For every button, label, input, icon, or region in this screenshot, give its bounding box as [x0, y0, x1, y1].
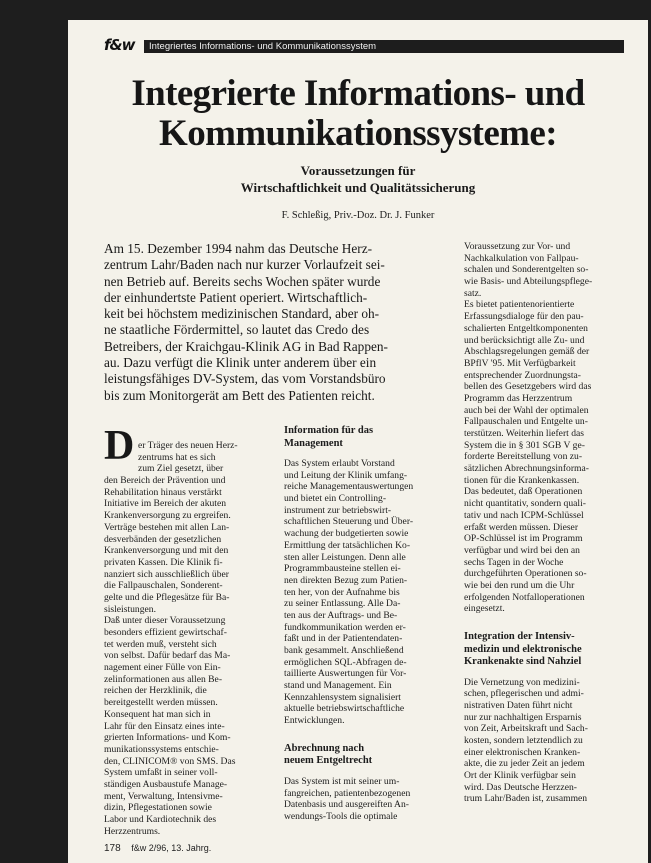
column-heading: Integration der Intensiv- — [464, 631, 575, 642]
text-line: Abschlagsregelungen gemäß der — [464, 346, 590, 358]
text-line: zentrums hat es sich — [138, 451, 216, 463]
section-bar — [144, 40, 624, 53]
page-footer — [104, 843, 211, 854]
text-line: OP-Schlüssel ist im Programm — [464, 533, 583, 545]
text-line: durchgeführten Operationen so- — [464, 568, 587, 580]
text-line: System die in § 301 SGB V ge- — [464, 439, 585, 451]
text-line: ten her, von der Aufnahme bis — [284, 586, 400, 598]
text-line: System umfaßt in seiner voll- — [104, 767, 218, 779]
text-line: aktuelle betriebswirtschaftliche — [284, 703, 405, 715]
text-line: wird. Das Deutsche Herzzen- — [464, 781, 577, 793]
lead-line: Betreibers, der Kraichgau-Klinik AG in Bad Rappen- — [104, 338, 388, 354]
text-line: tet werden muß, versteht sich — [104, 638, 217, 650]
text-line: Entwicklungen. — [284, 715, 345, 727]
text-line: Das System erlaubt Vorstand — [284, 458, 395, 469]
text-line: Konsequent hat man sich in — [104, 708, 211, 720]
lead-line: der einhundertste Patient operiert. Wirtschaftlich- — [104, 289, 368, 305]
text-line: auch bei der Wahl der optimalen — [464, 404, 589, 416]
text-line: eingesetzt. — [464, 603, 505, 615]
column-2-body-1 — [284, 458, 454, 727]
text-line: wendungs-Tools die optimale — [284, 810, 398, 822]
text-line: einer elektronischen Kranken- — [464, 746, 581, 758]
text-line: ten aus der Auftrags- und Be- — [284, 609, 398, 621]
text-line: Ort der Klinik verfügbar sein — [464, 770, 576, 781]
text-line: Nachkalkulation von Fallpau- — [464, 252, 579, 264]
column-3 — [464, 241, 634, 805]
text-line: tionen für die Krankenkassen. — [464, 474, 580, 486]
text-line: die Fallpauschalen, Sonderent- — [104, 580, 223, 592]
column-heading: Information für das — [284, 425, 374, 436]
column-2-body-2 — [284, 776, 454, 823]
text-line: bank gesammelt. Anschließend — [284, 645, 404, 656]
column-3-body-1 — [464, 241, 634, 615]
text-line: stand und Management. Ein — [284, 680, 392, 692]
text-line: Initiative im Bereich der akuten — [104, 498, 227, 510]
text-line: erfaßt werden müssen. Dieser — [464, 521, 579, 533]
text-line: nur zur nachhaltigen Ersparnis — [464, 711, 582, 723]
text-line: zum Ziel gesetzt, über — [138, 463, 224, 475]
text-line: taillierte Auswertungen für Vor- — [284, 668, 407, 680]
text-line: sätzlichen Abrechnungsinforma- — [464, 463, 589, 475]
text-line: Voraussetzung zur Vor- und — [464, 241, 571, 252]
lead-line: ne staatliche Fördermittel, so lautet das Credo des — [104, 322, 370, 338]
subtitle-line-1: Voraussetzungen für — [300, 163, 416, 178]
text-line: privaten Kassen. Die Klinik fi- — [104, 556, 223, 568]
text-line: Krankenversorgung zu ergreifen. — [104, 510, 231, 522]
section-title: Integriertes Informations- und Kommunikationssystem — [149, 41, 377, 52]
text-line: und bietet ein Controlling- — [284, 493, 387, 505]
text-line: nicht quantitativ, sondern quali- — [464, 498, 586, 510]
text-line: Programmbausteine stellen ei- — [284, 563, 401, 575]
text-line: und Leitung der Klinik umfang- — [284, 469, 408, 481]
text-line: schalierten Entgeltkomponenten — [464, 322, 588, 334]
subtitle-line-2: Wirtschaftlichkeit und Qualitätssicherung — [240, 180, 476, 195]
lead-line: nen Betrieb auf. Bereits sechs Wochen später wurde — [104, 273, 381, 289]
text-line: kosten, sondern letztendlich zu — [464, 734, 583, 746]
text-line: Datenbasis und ausgereiften An- — [284, 799, 409, 811]
text-line: Die Vernetzung von medizini- — [464, 676, 580, 688]
column-heading: medizin und elektronische — [464, 643, 582, 655]
text-line: verfügbar und wird bei den an — [464, 544, 580, 556]
text-line: BPflV '95. Mit Verfügbarkeit — [464, 357, 576, 369]
lead-line: keit bei höchstem medizinischen Standard, aber oh- — [104, 306, 380, 322]
text-line: Programm das Herzzentrum — [464, 392, 573, 404]
text-line: entsprechender Zuordnungsta- — [464, 369, 581, 381]
text-line: wie bei den rund um die Uhr — [464, 579, 575, 591]
text-line: den Bereich der Prävention und — [104, 475, 226, 487]
column-2 — [284, 425, 454, 823]
text-line: grierten Informations- und Kom- — [104, 732, 231, 744]
drop-cap: D — [104, 423, 135, 469]
text-line: ment, Verwaltung, Intensivme- — [104, 790, 223, 802]
text-line: forderte Bereitstellung von zu- — [464, 451, 583, 463]
column-3-body-2 — [464, 677, 634, 806]
text-line: sisleistungen. — [104, 603, 156, 615]
lead-line: bis zum Monitorgerät am Bett des Patienten reicht. — [104, 387, 375, 403]
text-line: Es bietet patientenorientierte — [464, 299, 575, 311]
text-line: und berücksichtigt alle Zu- und — [464, 334, 585, 346]
article-page — [68, 20, 648, 863]
text-line: Herzzentrums. — [104, 825, 161, 837]
text-line: munikationssystems entschie- — [104, 743, 219, 755]
text-line: terstützen. Weiterhin liefert das — [464, 428, 584, 439]
text-line: dizin, Pflegestationen sowie — [104, 802, 212, 814]
article-title-line-2: Kommunikationssysteme: — [159, 113, 557, 154]
text-line: Rehabilitation hinaus verstärkt — [104, 486, 222, 498]
text-line: reichen der Herzklinik, die — [104, 685, 207, 697]
text-line: Verträge bestehen mit allen Lan- — [104, 521, 230, 533]
text-line: trum Lahr/Baden ist, zusammen — [464, 793, 588, 805]
text-line: gelte und die Pflegesätze für Ba- — [104, 591, 230, 603]
text-line: akte, die zu jeder Zeit an jedem — [464, 758, 585, 770]
lead-line: Am 15. Dezember 1994 nahm das Deutsche Herz- — [104, 241, 373, 256]
text-line: fundkommunikation werden er- — [284, 621, 406, 633]
text-line: wachung der budgetierten sowie — [284, 528, 409, 540]
text-line: zelinformationen aus allen Be- — [104, 673, 223, 685]
text-line: Erfassungsdialoge für den pau- — [464, 311, 584, 323]
text-line: satz. — [464, 287, 482, 299]
text-line: Daß unter dieser Voraussetzung — [104, 615, 226, 627]
text-line: Das bedeutet, daß Operationen — [464, 486, 583, 498]
text-line: reiche Managementauswertungen — [284, 481, 414, 493]
text-line: sten aller Leistungen. Denn alle — [284, 551, 406, 563]
text-line: er Träger des neuen Herz- — [138, 440, 238, 451]
text-line: schalen und Sonderentgelten so- — [464, 264, 589, 276]
text-line: nistrativen Daten führt nicht — [464, 699, 573, 711]
text-line: Fallpauschalen und Entgelte un- — [464, 416, 588, 428]
article-title-line-1: Integrierte Informations- und — [131, 73, 585, 114]
text-line: ständigen Ausbaustufe Manage- — [104, 778, 228, 790]
text-line: von Zeit, Arbeitskraft und Sach- — [464, 723, 588, 735]
text-line: nen direkten Bezug zum Patien- — [284, 574, 408, 586]
lead-paragraph — [104, 241, 454, 404]
journal-logo: f&w — [104, 36, 135, 54]
column-1 — [104, 440, 274, 837]
text-line: ermöglichen SQL-Abfragen de- — [284, 656, 407, 668]
text-line: erfolgenden Notfalloperationen — [464, 591, 585, 603]
text-line: desverbänden der gesetzlichen — [104, 533, 222, 545]
text-line: von selbst. Dafür bedarf das Ma- — [104, 650, 231, 662]
column-heading: Abrechnung nach — [284, 742, 365, 754]
column-heading: neuem Entgeltrecht — [284, 755, 373, 767]
running-header — [104, 36, 624, 58]
text-line: bereitgestellt werden müssen. — [104, 697, 218, 709]
journal-source: f&w 2/96, 13. Jahrg. — [131, 843, 212, 853]
text-line: nagement einer Fülle von Ein- — [104, 662, 221, 674]
text-line: Labor und Kardiotechnik des — [104, 814, 217, 825]
lead-line: au. Dazu verfügt die Klinik unter anderem über ein — [104, 355, 377, 371]
text-line: schen, pflegerischen und admi- — [464, 688, 584, 700]
text-line: zu seiner Entlassung. Alle Da- — [284, 598, 401, 610]
text-line: den, CLINICOM® von SMS. Das — [104, 755, 236, 767]
lead-line: leistungsfähiges DV-System, das vom Vorstandsbüro — [104, 371, 386, 387]
authors: F. Schleßig, Priv.-Doz. Dr. J. Funker — [281, 210, 435, 221]
text-line: Kennzahlensystem signalisiert — [284, 691, 401, 703]
lead-line: zentrum Lahr/Baden nach nur kurzer Vorlaufzeit sei- — [104, 257, 385, 273]
text-line: Das System ist mit seiner um- — [284, 775, 400, 787]
page-number: 178 — [104, 843, 121, 854]
text-line: Lahr für den Einsatz eines inte- — [104, 720, 225, 732]
text-line: fangreichen, patientenbezogenen — [284, 787, 411, 799]
text-line: Ermittlung der tatsächlichen Ko- — [284, 539, 411, 551]
text-line: besonders effizient gewirtschaf- — [104, 627, 227, 638]
text-line: instrument zur betriebswirt- — [284, 504, 392, 516]
text-line: nanziert sich ausschließlich über — [104, 568, 229, 580]
text-line: faßt und in der Patientendaten- — [284, 633, 403, 645]
text-line: wie Basis- und Abteilungspflege- — [464, 276, 593, 288]
text-line: sechs Tagen in der Woche — [464, 556, 564, 568]
text-line: Krankenversorgung und mit den — [104, 545, 229, 557]
column-heading: Krankenakte sind Nahziel — [464, 656, 582, 667]
text-line: tativ und nach ICPM-Schlüssel — [464, 509, 584, 521]
text-line: bellen des Gesetzgebers wird das — [464, 381, 592, 393]
text-line: schaftlichen Steuerung und Über- — [284, 516, 414, 528]
column-heading: Management — [284, 437, 343, 449]
